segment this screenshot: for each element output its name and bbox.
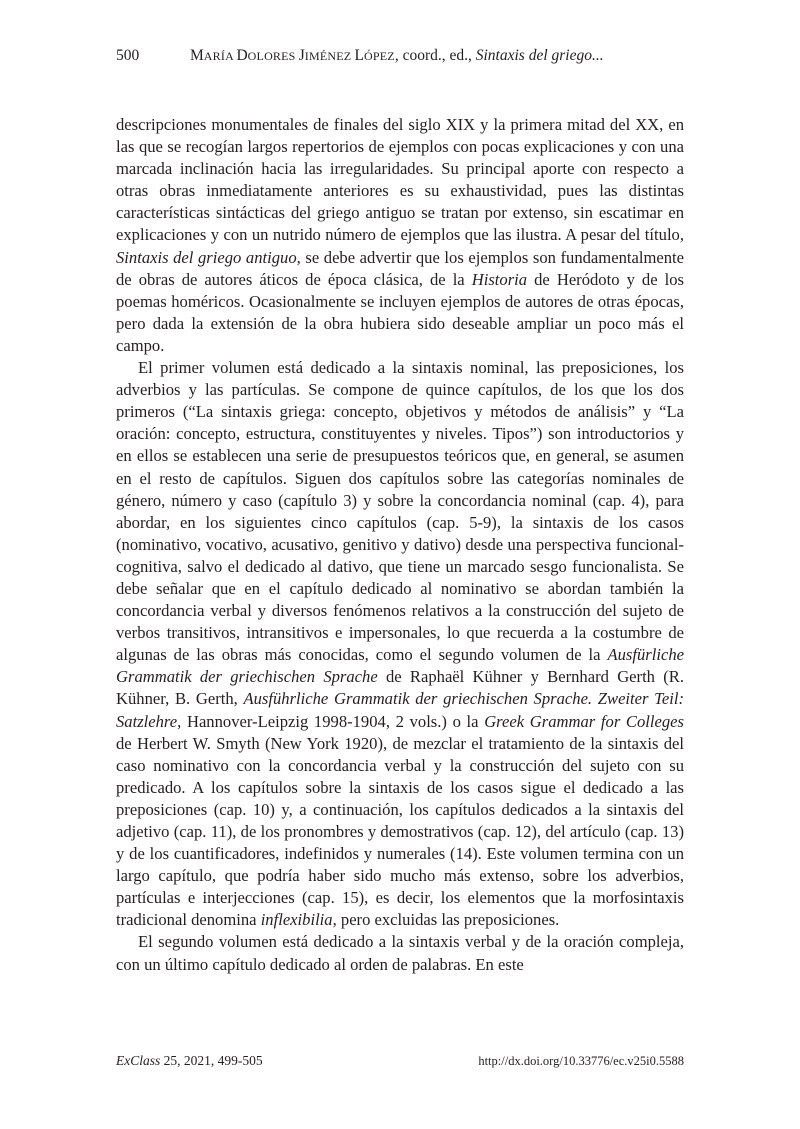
running-title xyxy=(190,46,604,66)
text-run: El primer volumen está dedicado a la sintaxis nominal, las preposiciones, los adverbios y las partículas. Se compone de quince capítulos, de los que los dos primeros (“La sintaxis griega: concepto, objetivos y métodos de análisis” y “La oración: concepto, estructura, constituyentes y niveles. Tipos”) son introductorios y en ellos se establecen una serie de presupuestos teóricos que, en general, se asumen en el resto de capítulos. Siguen dos capítulos sobre las categorías nominales de género, número y caso (capítulo 3) y sobre la concordancia nominal (cap. 4), para abordar, en los siguientes cinco capítulos (cap. 5-9), la sintaxis de los casos (nominativo, vocativo, acusativo, genitivo y dativo) desde una perspectiva funcional-cognitiva, salvo el dedicado al dativo, que tiene un marcado sesgo funcionalista. Se debe señalar que en el capítulo dedicado al nominativo se abordan también la concordancia verbal y diversos fenómenos relativos a la construcción del sujeto de verbos transitivos, intransitivos e impersonales, lo que recuerda a la costumbre de algunas de las obras más conocidas, como el segundo volumen de la xyxy=(116,358,684,665)
doi-link[interactable]: http://dx.doi.org/10.33776/ec.v25i0.5588 xyxy=(478,1054,684,1068)
running-title-part: D xyxy=(236,47,248,64)
italic-text: Greek Grammar for Colleges xyxy=(484,711,685,731)
page-number: 500 xyxy=(116,47,140,64)
text-run: de Herbert W. Smyth (New York 1920), de mezclar el tratamiento de la sintaxis del caso nominativo con la concordancia verbal y la construcción del sujeto con su predicado. A los capítulos sobre la sintaxis de los casos sigue el dedicado a las preposiciones (cap. 10) y, a continuación, los capítulos dedicados a la sintaxis del adjetivo (cap. 11), de los pronombres y demostrativos (cap. 12), del artículo (cap. 13) y de los cuantificadores, indefinidos y numerales (14). Este volumen termina con un largo capítulo, que podría haber sido mucho más extenso, sobre los adverbios, partículas e interjecciones (cap. 15), es decir, los elementos que la morfosintaxis tradicional denomina xyxy=(116,733,684,930)
text-run: Hannover-Leipzig 1998-1904, 2 vols.) o la xyxy=(181,711,485,731)
text-run: descripciones monumentales de finales del siglo XIX y la primera mitad del XX, en las que se recogían largos repertorios de ejemplos con pocas explicaciones y con una marcada inclinación hacia las irregularidades. Su principal aporte con respecto a otras obras inmediatamente anteriores es su exhaustividad, pues las distintas características sintácticas del griego antiguo se tratan por extenso, sin escatimar en explicaciones y con un nutrido número de ejemplos que las ilustra. A pesar del título, xyxy=(116,115,684,245)
italic-text: Ausfürliche Grammatik der griechischen Sprache xyxy=(116,645,684,687)
running-title-part: IMÉNEZ xyxy=(304,49,355,63)
italic-text: Sintaxis del griego antiguo xyxy=(116,247,297,267)
text-run: de Raphaël Kühner y Bernhard Gerth (R. Kühner, B. Gerth, xyxy=(116,667,684,709)
italic-text: Historia xyxy=(471,269,528,289)
journal-name: ExClass xyxy=(116,1053,161,1068)
paragraph xyxy=(116,357,684,931)
paragraph xyxy=(116,931,684,975)
text-run: , pero excluidas las preposiciones. xyxy=(332,910,560,930)
text-run: de Heródoto y de los poemas homéricos. Ocasionalmente se incluyen ejemplos de autores de otras épocas, pero dada la extensión de la obra hubiera sido deseable ampliar un poco más el campo. xyxy=(116,269,684,355)
text-run: , se debe advertir que los ejemplos son fundamentalmente de obras de autores áticos de época clásica, de la xyxy=(116,247,684,289)
volume-year-pages: 25, 2021, 499-505 xyxy=(160,1053,263,1068)
running-title-part: ÓPEZ xyxy=(364,49,395,63)
article-body xyxy=(116,114,684,976)
running-title-part: , coord., ed., xyxy=(394,47,476,64)
paragraph xyxy=(116,114,684,357)
running-title-part: ARÍA xyxy=(203,49,237,63)
text-run: El segundo volumen está dedicado a la sintaxis verbal y de la oración compleja, con un último capítulo dedicado al orden de palabras. En este xyxy=(116,932,684,974)
italic-text: inflexibilia xyxy=(260,910,333,930)
running-title-part: M xyxy=(190,47,204,64)
journal-citation xyxy=(116,1052,263,1070)
running-title-part: L xyxy=(354,47,364,64)
italic-text: Ausführliche Grammatik der griechischen Sprache. Zweiter Teil: Satzlehre, xyxy=(116,689,684,731)
running-title-part: OLORES xyxy=(247,49,299,63)
running-title-part: Sintaxis del griego... xyxy=(475,47,604,64)
running-title-part: J xyxy=(298,47,305,64)
